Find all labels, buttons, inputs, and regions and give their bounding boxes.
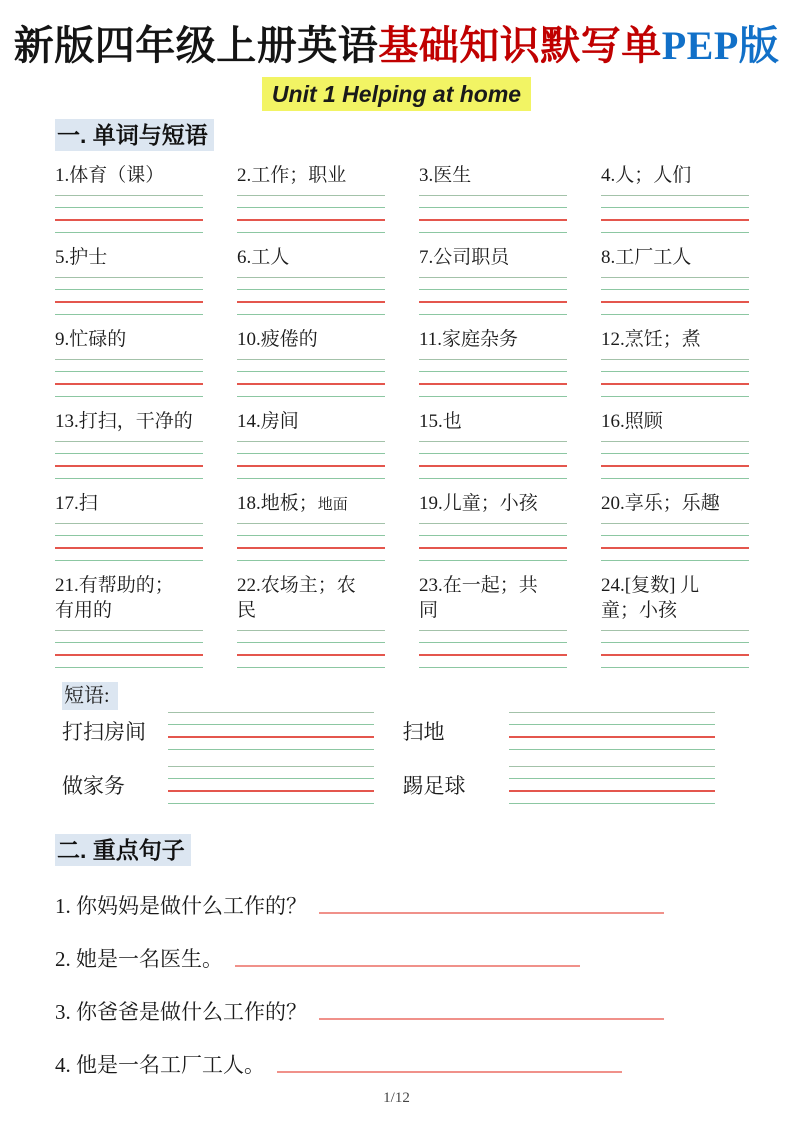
writing-line-green: [601, 277, 749, 278]
unit-subtitle: Unit 1 Helping at home: [262, 77, 531, 111]
word-label: [237, 491, 391, 518]
writing-lines: [509, 712, 715, 750]
writing-line-green: [419, 359, 567, 360]
writing-line-green: [55, 523, 203, 524]
word-item: [601, 491, 755, 561]
writing-lines: [601, 630, 749, 668]
word-label-text: 5.护士: [55, 247, 108, 268]
word-item: [237, 573, 391, 668]
title-part-blue: PEP版: [661, 23, 780, 68]
writing-line-green: [55, 232, 203, 233]
writing-line-green: [55, 441, 203, 442]
writing-lines: [237, 277, 385, 315]
writing-line-green: [237, 441, 385, 442]
writing-line-green: [55, 289, 203, 290]
sentence-item: [55, 893, 733, 919]
writing-line-green: [601, 314, 749, 315]
word-label: [237, 245, 391, 272]
writing-line-green: [55, 371, 203, 372]
writing-line-green: [55, 207, 203, 208]
sentence-text: 3. 你爸爸是做什么工作的？: [55, 1000, 307, 1024]
writing-line-green: [55, 277, 203, 278]
writing-line-green: [419, 207, 567, 208]
writing-line-red: [237, 219, 385, 221]
phrase-item: [62, 712, 403, 750]
word-label: [237, 573, 369, 625]
phrase-label-text: 打扫房间: [62, 720, 146, 744]
section1-heading: 一. 单词与短语: [55, 119, 214, 151]
writing-line-green: [509, 778, 715, 779]
word-item: [601, 409, 755, 479]
title-part-red: 基础知识默写单: [378, 23, 662, 68]
word-item: [55, 409, 209, 479]
word-label-text: 12.烹饪；煮: [601, 329, 701, 350]
writing-line-green: [55, 359, 203, 360]
page-number: 1/12: [383, 1090, 410, 1106]
writing-line-red: [419, 219, 567, 221]
writing-line-red: [419, 547, 567, 549]
writing-line-green: [419, 396, 567, 397]
writing-line-green: [237, 371, 385, 372]
word-item: [237, 245, 391, 315]
word-label-text: 16.照顾: [601, 411, 663, 432]
word-label-text: 4.人；人们: [601, 165, 692, 186]
word-label: [55, 409, 209, 436]
writing-line-green: [237, 523, 385, 524]
writing-lines: [419, 523, 567, 561]
writing-line-green: [237, 560, 385, 561]
answer-blank-line: [319, 1018, 664, 1020]
sentences-list: [55, 893, 733, 1078]
writing-lines: [168, 766, 374, 804]
writing-line-green: [419, 535, 567, 536]
writing-line-green: [601, 371, 749, 372]
writing-lines: [237, 441, 385, 479]
word-label: [419, 163, 573, 190]
writing-line-green: [419, 314, 567, 315]
writing-line-green: [55, 642, 203, 643]
word-label: [237, 327, 391, 354]
writing-line-green: [237, 289, 385, 290]
writing-line-red: [237, 301, 385, 303]
writing-line-green: [237, 195, 385, 196]
word-label-text: 11.家庭杂务: [419, 329, 519, 350]
word-item: [419, 327, 573, 397]
writing-line-green: [509, 712, 715, 713]
phrase-item: [403, 766, 744, 804]
word-item: [419, 163, 573, 233]
writing-lines: [55, 441, 203, 479]
word-label: [601, 163, 755, 190]
word-label: [419, 245, 573, 272]
word-item: [419, 491, 573, 561]
writing-line-red: [168, 736, 374, 738]
writing-line-green: [237, 453, 385, 454]
word-label: [55, 163, 209, 190]
writing-line-green: [601, 232, 749, 233]
writing-line-green: [419, 195, 567, 196]
word-item: [237, 409, 391, 479]
phrase-item: [403, 712, 744, 750]
word-label: [601, 491, 733, 518]
word-label: [55, 245, 209, 272]
word-label-text: 24.[复数] 儿童；小孩: [601, 575, 700, 621]
word-label: [601, 245, 755, 272]
writing-lines: [601, 359, 749, 397]
phrases-grid: [62, 712, 743, 804]
writing-line-red: [601, 465, 749, 467]
word-label-text: 6.工人: [237, 247, 290, 268]
writing-line-green: [419, 523, 567, 524]
sentence-item: [55, 946, 733, 972]
word-label-small-text: 地面: [317, 497, 348, 513]
writing-line-green: [168, 724, 374, 725]
writing-lines: [168, 712, 374, 750]
word-item: [237, 327, 391, 397]
word-item: [55, 491, 209, 561]
writing-line-green: [601, 523, 749, 524]
sentence-text: 1. 你妈妈是做什么工作的？: [55, 894, 307, 918]
word-item: [419, 573, 573, 668]
writing-line-green: [237, 396, 385, 397]
writing-line-green: [237, 277, 385, 278]
writing-line-green: [601, 396, 749, 397]
writing-line-green: [237, 359, 385, 360]
word-label-text: 13.打扫，干净的: [55, 411, 193, 432]
phrase-label-text: 扫地: [402, 720, 445, 744]
writing-line-red: [237, 654, 385, 656]
word-label-text: 10.疲倦的: [237, 329, 318, 350]
word-label-text: 23.在一起；共同: [419, 575, 538, 621]
word-item: [601, 163, 755, 233]
word-label-text: 19.儿童；小孩: [419, 493, 538, 514]
writing-line-green: [237, 207, 385, 208]
word-label: [601, 327, 755, 354]
writing-line-green: [168, 766, 374, 767]
writing-line-green: [601, 195, 749, 196]
writing-line-green: [601, 630, 749, 631]
writing-line-green: [168, 749, 374, 750]
sentence-item: [55, 1052, 733, 1078]
writing-line-red: [55, 301, 203, 303]
word-item: [601, 327, 755, 397]
writing-line-green: [237, 642, 385, 643]
word-label-text: 21.有帮助的；有用的: [55, 575, 174, 621]
writing-lines: [55, 630, 203, 668]
writing-lines: [55, 523, 203, 561]
writing-line-green: [237, 535, 385, 536]
writing-line-green: [419, 667, 567, 668]
word-item: [601, 245, 755, 315]
writing-line-red: [601, 383, 749, 385]
writing-line-green: [419, 441, 567, 442]
word-item: [419, 409, 573, 479]
word-item: [601, 573, 755, 668]
word-label: [237, 409, 391, 436]
writing-lines: [419, 630, 567, 668]
writing-line-green: [509, 749, 715, 750]
word-label: [601, 409, 755, 436]
writing-line-green: [601, 535, 749, 536]
writing-lines: [237, 359, 385, 397]
word-label-text: 1.体育（课）: [55, 165, 165, 186]
writing-line-green: [55, 535, 203, 536]
writing-line-green: [237, 232, 385, 233]
writing-line-green: [419, 630, 567, 631]
phrase-label-text: 踢足球: [402, 774, 466, 798]
writing-line-red: [55, 383, 203, 385]
word-item: [55, 245, 209, 315]
writing-line-red: [55, 654, 203, 656]
writing-line-green: [55, 560, 203, 561]
writing-line-green: [55, 195, 203, 196]
writing-line-green: [601, 642, 749, 643]
writing-line-green: [419, 642, 567, 643]
writing-line-green: [168, 778, 374, 779]
writing-lines: [237, 195, 385, 233]
writing-line-green: [419, 232, 567, 233]
writing-line-red: [419, 654, 567, 656]
word-label-text: 3.医生: [419, 165, 472, 186]
word-label-text: 15.也: [419, 411, 462, 432]
answer-blank-line: [319, 912, 664, 914]
answer-blank-line: [277, 1071, 622, 1073]
phrase-label-text: 做家务: [62, 774, 125, 798]
writing-line-green: [601, 289, 749, 290]
writing-line-red: [509, 790, 715, 792]
writing-line-green: [237, 630, 385, 631]
writing-line-green: [509, 766, 715, 767]
word-item: [55, 573, 209, 668]
word-label: [419, 409, 573, 436]
writing-line-green: [601, 359, 749, 360]
words-grid: [55, 163, 755, 668]
word-label: [55, 491, 209, 518]
word-item: [55, 163, 209, 233]
writing-line-red: [419, 383, 567, 385]
writing-line-red: [601, 547, 749, 549]
writing-lines: [55, 359, 203, 397]
word-label: [237, 163, 391, 190]
sentence-text: 4. 他是一名工厂工人。: [55, 1053, 265, 1077]
writing-line-red: [509, 736, 715, 738]
writing-lines: [601, 523, 749, 561]
writing-line-red: [419, 465, 567, 467]
writing-line-red: [55, 465, 203, 467]
word-label-text: 22.农场主；农民: [237, 575, 356, 621]
word-label: [419, 491, 573, 518]
writing-line-green: [55, 453, 203, 454]
word-label-text: 20.享乐；乐趣: [601, 493, 720, 514]
section2-heading: 二. 重点句子: [55, 834, 191, 866]
writing-lines: [419, 359, 567, 397]
answer-blank-line: [235, 965, 580, 967]
writing-line-green: [601, 478, 749, 479]
sentence-text: 2. 她是一名医生。: [55, 947, 223, 971]
writing-line-green: [55, 396, 203, 397]
writing-line-green: [509, 803, 715, 804]
word-label-text: 8.工厂工人: [601, 247, 692, 268]
word-label-text: 14.房间: [237, 411, 299, 432]
writing-lines: [237, 630, 385, 668]
writing-line-green: [601, 453, 749, 454]
writing-line-green: [509, 724, 715, 725]
writing-lines: [237, 523, 385, 561]
writing-lines: [419, 277, 567, 315]
word-item: [237, 491, 391, 561]
unit-subtitle-row: [0, 77, 793, 111]
writing-line-green: [419, 277, 567, 278]
word-label-text: 18.地板；: [237, 493, 318, 514]
writing-line-red: [55, 547, 203, 549]
writing-line-green: [237, 667, 385, 668]
word-label-text: 9.忙碌的: [55, 329, 127, 350]
word-label: [601, 573, 733, 625]
title-part-black: 新版四年级上册英语: [13, 23, 379, 68]
writing-line-green: [55, 314, 203, 315]
page-title: [0, 20, 793, 72]
writing-line-green: [419, 560, 567, 561]
writing-line-green: [601, 441, 749, 442]
writing-lines: [601, 195, 749, 233]
writing-line-green: [601, 560, 749, 561]
word-label: [419, 573, 551, 625]
writing-line-red: [168, 790, 374, 792]
writing-line-green: [419, 478, 567, 479]
writing-line-red: [237, 383, 385, 385]
writing-line-red: [237, 547, 385, 549]
word-label-text: 7.公司职员: [419, 247, 510, 268]
word-item: [419, 245, 573, 315]
writing-lines: [55, 195, 203, 233]
writing-line-red: [601, 654, 749, 656]
writing-line-green: [168, 803, 374, 804]
sentence-item: [55, 999, 733, 1025]
writing-line-green: [55, 630, 203, 631]
writing-line-green: [419, 289, 567, 290]
phrase-item: [62, 766, 403, 804]
writing-line-green: [168, 712, 374, 713]
writing-line-green: [237, 314, 385, 315]
word-label-text: 2.工作；职业: [237, 165, 347, 186]
writing-line-green: [601, 207, 749, 208]
writing-lines: [55, 277, 203, 315]
writing-line-red: [419, 301, 567, 303]
word-label: [55, 327, 209, 354]
writing-lines: [601, 277, 749, 315]
writing-line-green: [419, 371, 567, 372]
word-label: [419, 327, 573, 354]
writing-line-green: [237, 478, 385, 479]
writing-line-green: [419, 453, 567, 454]
writing-lines: [509, 766, 715, 804]
writing-line-green: [601, 667, 749, 668]
writing-lines: [419, 441, 567, 479]
writing-line-red: [55, 219, 203, 221]
phrases-label: 短语:: [62, 682, 118, 710]
writing-line-red: [237, 465, 385, 467]
writing-line-red: [601, 301, 749, 303]
writing-lines: [419, 195, 567, 233]
writing-line-red: [601, 219, 749, 221]
word-label: [55, 573, 187, 625]
writing-line-green: [55, 478, 203, 479]
word-label-text: 17.扫: [55, 493, 98, 514]
word-item: [55, 327, 209, 397]
word-item: [237, 163, 391, 233]
writing-lines: [601, 441, 749, 479]
